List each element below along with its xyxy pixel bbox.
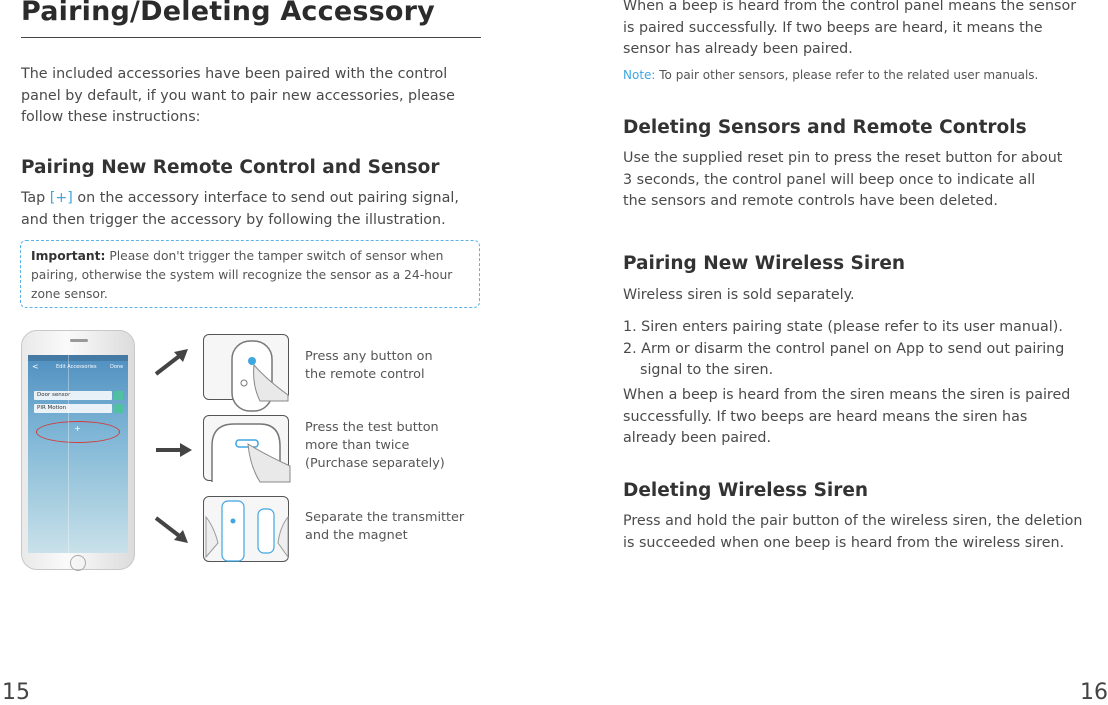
status-bar [28,355,128,361]
phone-speaker [70,339,88,342]
step-caption-line: Press any button on [305,349,433,364]
list-item: 1. Siren enters pairing state (please refer to its user manual). [623,319,1063,335]
page-number-left: 15 [2,680,30,705]
page-title: Pairing/Deleting Accessory [21,0,435,27]
add-symbol: [+] [49,190,73,206]
list-item: signal to the siren. [640,362,774,378]
siren-intro: Wireless siren is sold separately. [623,287,855,303]
step-caption-line: Press the test button [305,420,439,435]
accessory-row-icon [114,404,123,413]
siren-heading: Pairing New Wireless Siren [623,253,906,274]
note-text [623,65,1093,87]
step-caption [305,348,485,384]
arrow-right-icon [152,440,198,460]
siren-result-text: When a beep is heard from the siren means the siren is paired successfully. If two beeps are heard means the siren has already been paired. [623,387,1071,446]
list-item: 2. Arm or disarm the control panel on App to send out pairing [623,340,1065,357]
pairing-heading: Pairing New Remote Control and Sensor [21,157,440,178]
pairing-text-post: on the accessory interface to send out pairing signal, and then trigger the accessory by following the illustration. [21,190,459,228]
delete-siren-heading: Deleting Wireless Siren [623,480,869,501]
pairing-text [21,188,483,231]
page-number-right: 16 [1080,680,1108,705]
beep-text: When a beep is heard from the control panel means the sensor is paired successfully. If two beeps are heard, it means the sensor has already been paired. [623,0,1077,57]
phone-illustration [21,330,135,570]
step-caption-line: more than twice [305,438,410,453]
screen-divider [68,355,69,553]
delete-siren-text: Press and hold the pair button of the wireless siren, the deletion is succeeded when one beep is heard from the wireless siren. [623,513,1083,551]
pairing-text-pre: Tap [21,190,50,206]
back-icon: < [32,362,39,371]
screen-nav-right: Done [110,364,124,370]
add-icon: + [74,424,81,433]
accessory-row [34,404,112,413]
accessory-row-label: PIR Motion [37,405,67,411]
arrow-down-right-icon [150,512,196,548]
important-body: Please don't trigger the tamper switch of sensor when pairing, otherwise the system will recognize the sensor as a 24-hour zone sensor. [31,249,453,301]
arrow-up-right-icon [150,344,196,380]
important-label: Important: [31,249,106,263]
step-caption [305,509,485,545]
home-button [70,555,86,571]
pir-sensor-illustration [203,415,289,481]
siren-steps-list [623,317,1085,382]
note-body: To pair other sensors, please refer to the related user manuals. [655,68,1039,82]
phone-screen [28,355,128,553]
accessory-row [34,391,112,400]
remote-control-illustration [203,334,289,400]
accessory-row-label: Door sensor [37,392,71,398]
screen-title: Edit Accessories [56,364,97,370]
step-caption-line: Separate the transmitter [305,510,465,525]
door-sensor-illustration [203,496,289,562]
important-text [31,247,461,304]
note-label: Note: [623,68,656,82]
accessory-row-icon [114,391,123,400]
title-divider [21,37,481,38]
step-caption [305,419,485,473]
intro-text: The included accessories have been paired with the control panel by default, if you want to pair new accessories, please follow these instructions: [21,66,455,125]
delete-sensors-text: Use the supplied reset pin to press the reset button for about 3 seconds, the control panel will beep once to indicate all the sensors and remote controls have been deleted. [623,150,1063,209]
delete-sensors-heading: Deleting Sensors and Remote Controls [623,117,1027,138]
step-caption-line: and the magnet [305,528,408,543]
important-box [20,240,480,308]
step-caption-line: (Purchase separately) [305,456,445,471]
step-caption-line: the remote control [305,367,425,382]
